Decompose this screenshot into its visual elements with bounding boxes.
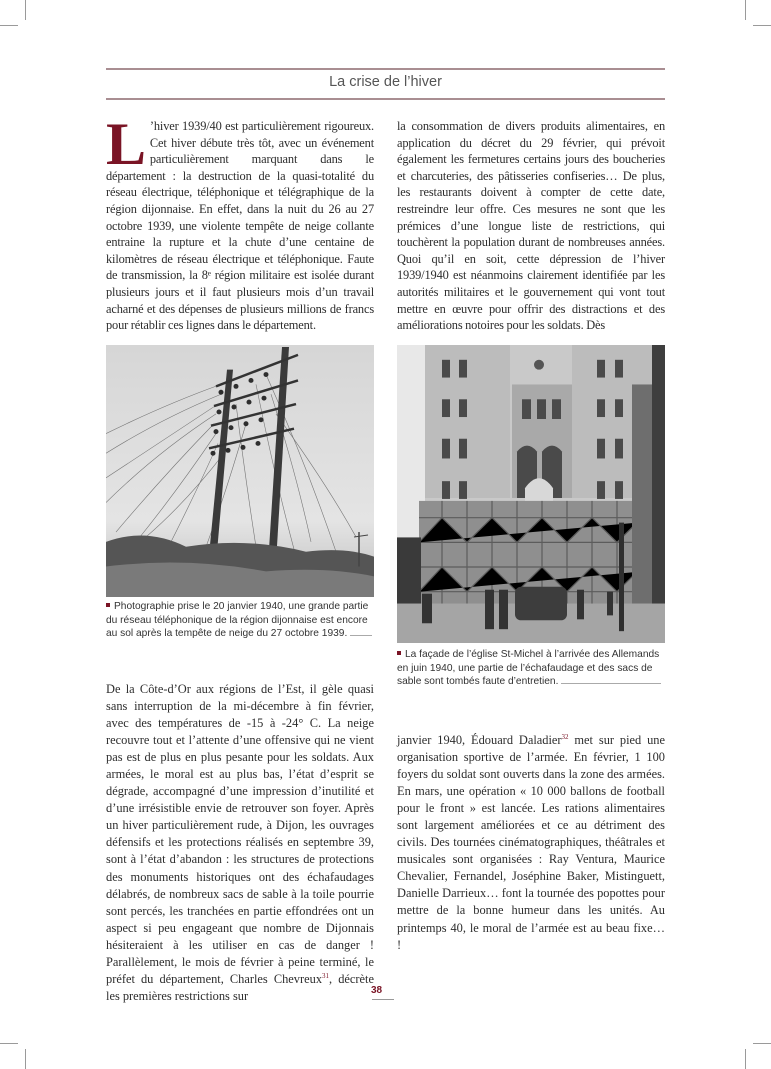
drop-cap: L bbox=[106, 111, 146, 177]
intro-column-left bbox=[106, 111, 374, 334]
church-facade-image bbox=[397, 345, 665, 643]
caption-bullet bbox=[397, 651, 401, 655]
photo-caption-church bbox=[397, 648, 669, 689]
caption-text: La façade de l’église St-Michel à l’arrivée des Allemands en juin 1940, une partie de l’échafaudage et des sacs de sable sont tombés faute d’entretien. bbox=[397, 649, 660, 688]
intro-text-left: ’hiver 1939/40 est particulièrement rigoureux. Cet hiver débute très tôt, avec un événement particulièrement marquant dans le département : la destruction de la quasi-totalité du réseau électrique, téléphonique et télégraphique de la région dijonnaise. En effet, dans la nuit du 26 au 27 octobre 1939, une violente tempête de neige collante entraine la rupture et la chute d’une centaine de kilomètres de réseau électrique et téléphonique. Faute de transmission, la 8ᵉ région militaire est isolée durant plusieurs jours et il faut plusieurs mois d’un travail acharné et des dépenses de plusieurs millions de francs pour rétablir ces lignes dans le département. bbox=[106, 119, 374, 333]
caption-text: Photographie prise le 20 janvier 1940, une grande partie du réseau téléphonique de la région dijonnaise est encore au sol après la tempête de neige du 27 octobre 1939. bbox=[106, 601, 369, 640]
header-rule-bottom bbox=[106, 98, 665, 100]
crop-mark bbox=[745, 0, 746, 20]
footnote-ref-32: 32 bbox=[561, 732, 569, 741]
page-number: 38 bbox=[371, 985, 383, 996]
body-column-right bbox=[397, 732, 665, 954]
body-text-right: met sur pied une organisation sportive de l’armée. En février, 1 100 foyers du soldat sont ouverts dans la zone des armées. En mars, une opération « 10 000 ballons de football pour le front » est lancée. Les rations alimentaires sont largement améliorées et ce au détriment des civils. Des tournées cinématographiques, théâtrales et musicales sont organisées : Ray Ventura, Maurice Chevalier, Fernandel, Joséphine Baker, Mistinguett, Danielle Darrieux… font la tournée des popottes pour mettre de la bonne humeur dans les unités. Au printemps 40, le moral de l’armée est au beau fixe… ! bbox=[397, 733, 665, 952]
footnote-ref-31: 31 bbox=[322, 971, 330, 980]
crop-mark bbox=[25, 0, 26, 20]
crop-mark bbox=[0, 25, 18, 26]
photo-caption-telephone-poles bbox=[106, 600, 376, 641]
crop-mark bbox=[753, 1043, 771, 1044]
intro-column-right bbox=[397, 118, 665, 334]
body-text-right-head: janvier 1940, Édouard Daladier bbox=[397, 733, 562, 747]
crop-mark bbox=[745, 1049, 746, 1069]
body-text-left-tail: , décrète les premières restrictions sur bbox=[106, 971, 374, 1003]
crop-mark bbox=[753, 25, 771, 26]
crop-mark bbox=[25, 1049, 26, 1069]
crop-mark bbox=[0, 1043, 18, 1044]
header-rule-top bbox=[106, 68, 665, 70]
running-title: La crise de l’hiver bbox=[329, 74, 442, 90]
caption-rule bbox=[561, 683, 661, 684]
intro-text-right: la consommation de divers produits alimentaires, en application du décret du 29 février, qui prévoit également les fermetures certains jours des boucheries et charcuteries, des pâtisseries confiseries… De plus, les restaurants doivent à compter de cette date, restreindre leur offre. Ces mesures ne sont que les prémices d’une longue liste de restrictions, qui touchèrent la population durant de nombreuses années. Quoi qu’il en soit, cette dépression de l’hiver 1939/1940 est néanmoins clairement identifiée par les autorités militaires et le gouvernement qui vont tout mettre en œuvre pour offrir des distractions et des améliorations notoires pour les soldats. Dès bbox=[397, 119, 665, 333]
body-text-left: De la Côte-d’Or aux régions de l’Est, il gèle quasi sans interruption de la mi-décembre à fin février, avec des températures de -15 à -24° C. La neige recouvre tout et l’attente d’une offensive qui ne vient pas est de plus en plus pesante pour les soldats. Aux armées, le moral est au plus bas, l’état d’esprit se dégrade, accompagné d’une impression d’inutilité et d’une irrésistible envie de retrouver son foyer. Après un hiver particulièrement rude, à Dijon, les ouvrages défensifs et les protections réalisés en septembre 39, sont à l’état d’abandon : les structures de protections des monuments historiques ont des échafaudages délabrés, de nombreux sacs de sable à la toile pourrie sont percés, les tranchées en partie effondrées ont un aspect si peu engageant que nombre de Dijonnais hésiteraient à les utiliser en cas de danger ! Parallèlement, le mois de février à peine terminé, le préfet du département, Charles Chevreux bbox=[106, 682, 374, 986]
telephone-poles-image bbox=[106, 345, 374, 597]
body-column-left bbox=[106, 681, 374, 1005]
photo-saint-michel-church bbox=[397, 345, 665, 643]
photo-telephone-poles bbox=[106, 345, 374, 597]
page-number-rule bbox=[372, 999, 394, 1000]
caption-bullet bbox=[106, 603, 110, 607]
caption-rule bbox=[350, 635, 372, 636]
